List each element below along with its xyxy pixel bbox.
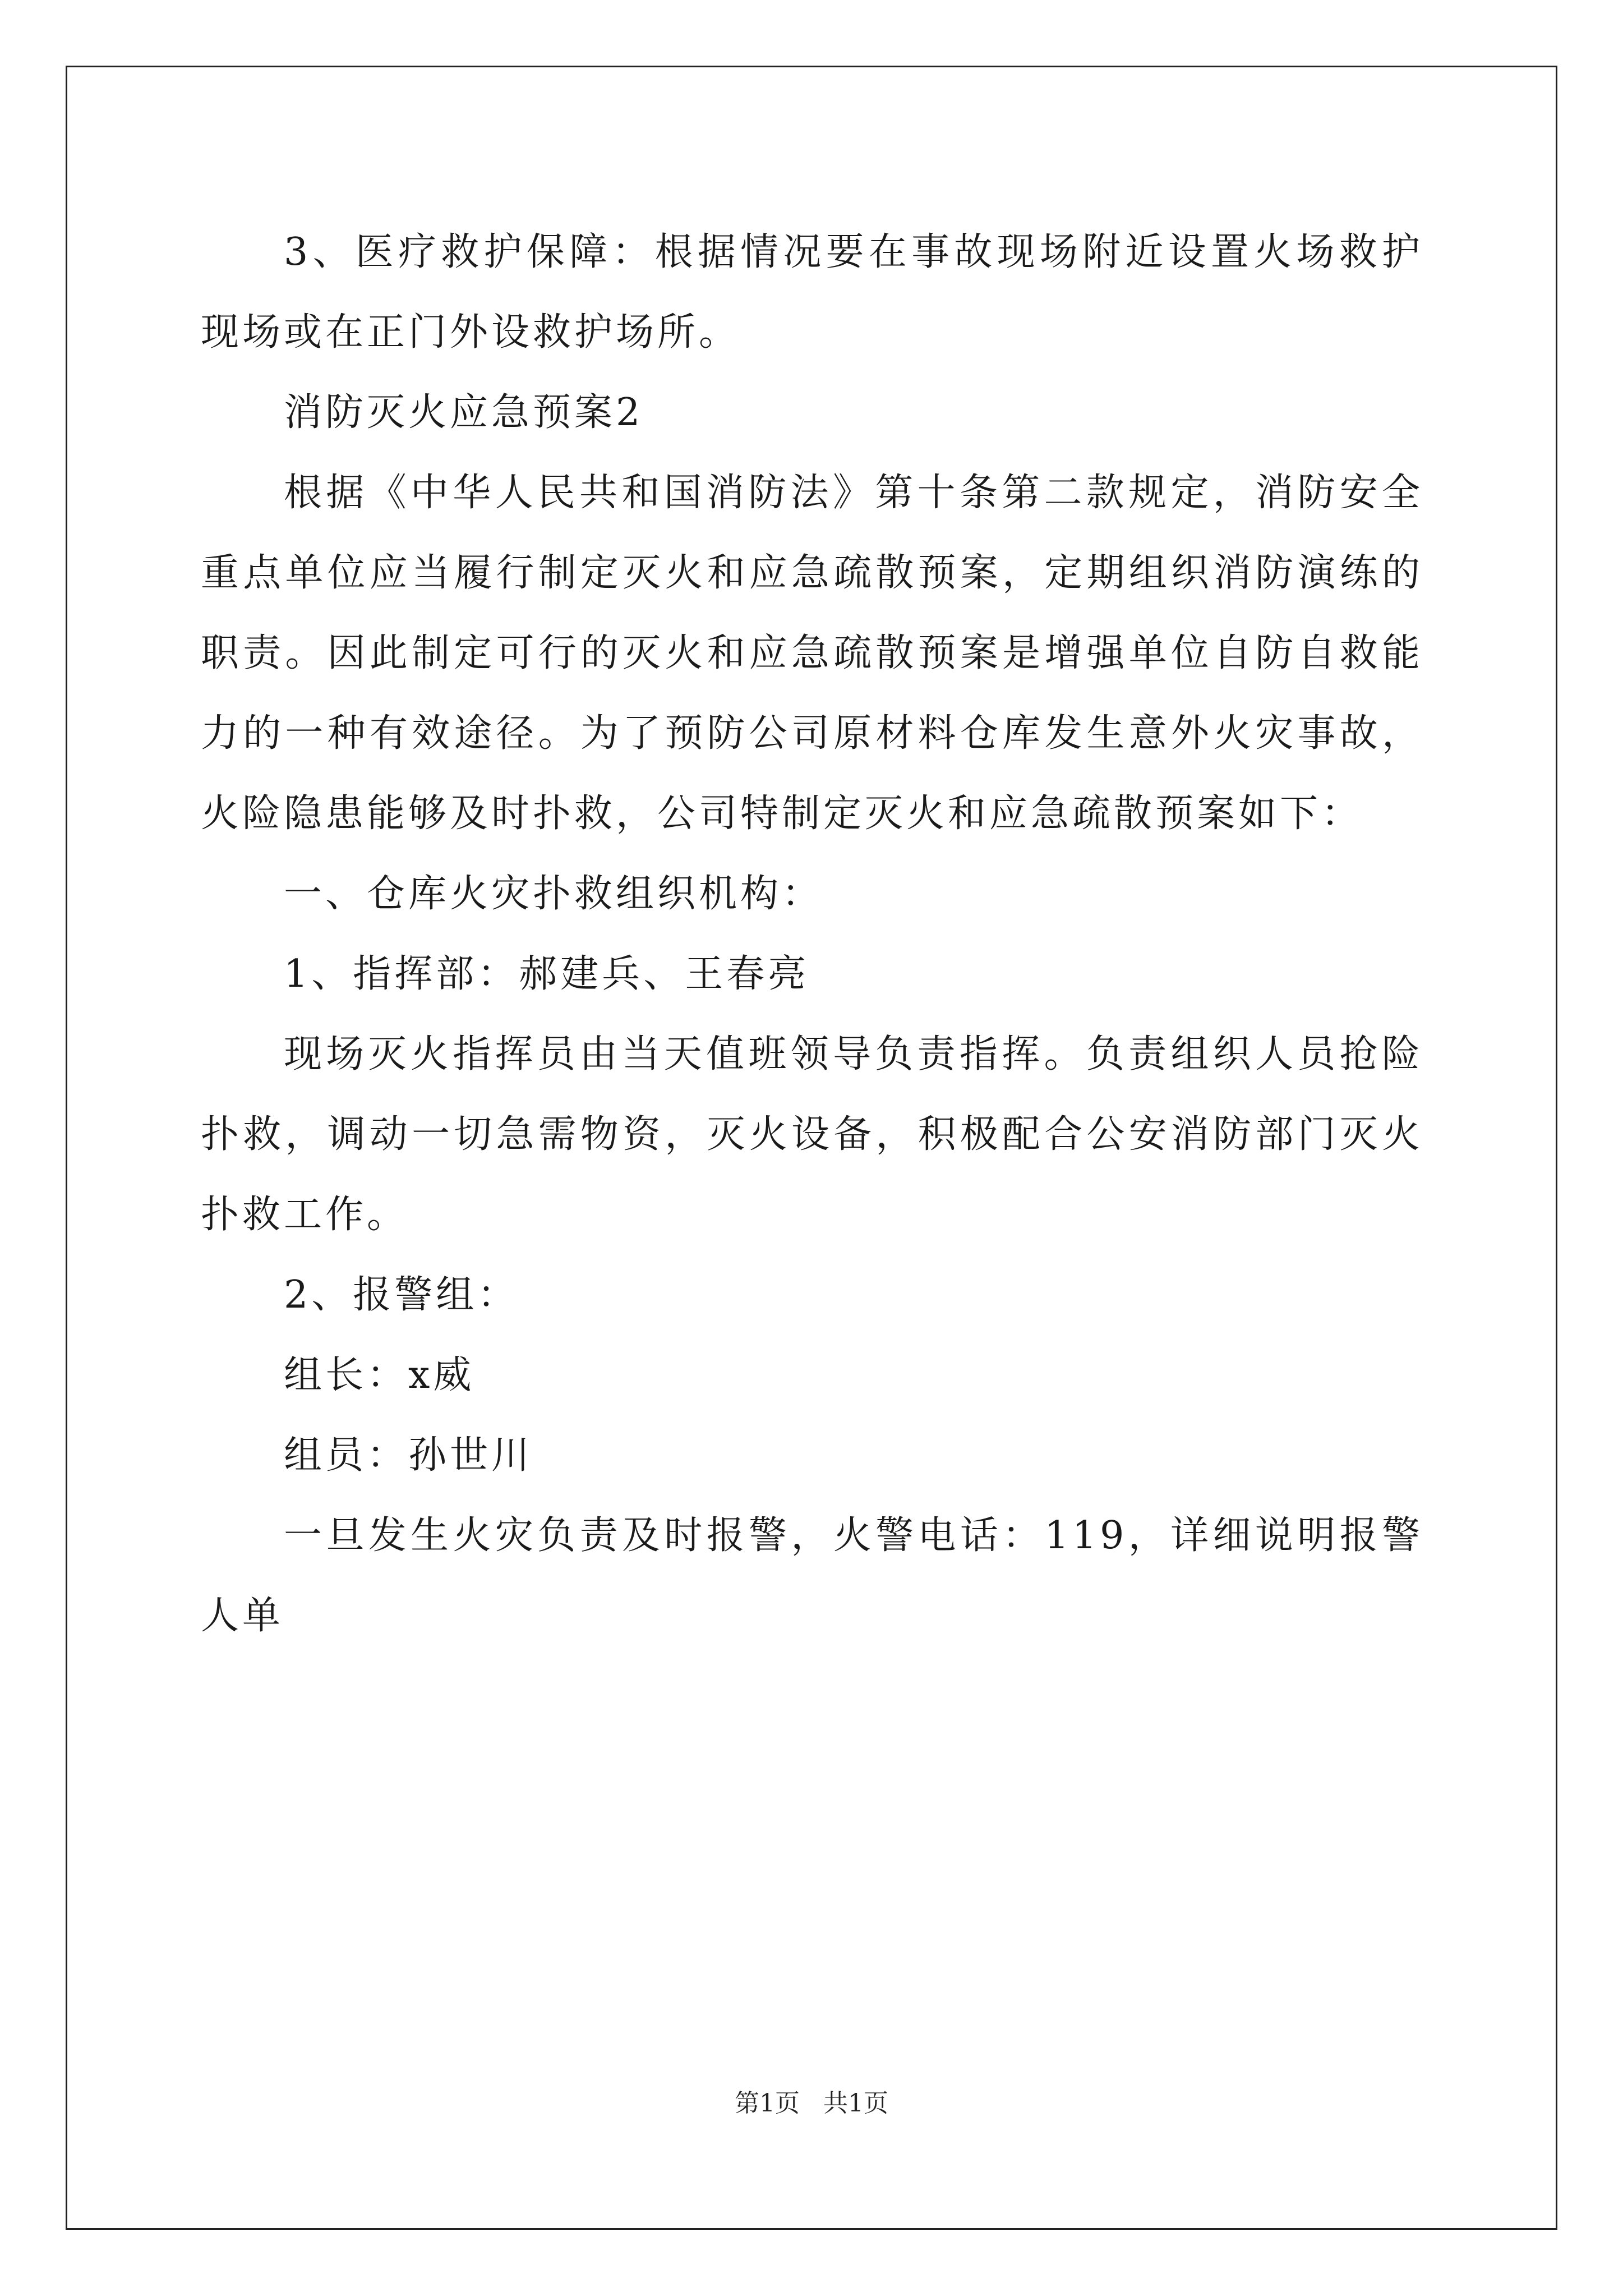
section-title: 消防灭火应急预案2 (284, 390, 644, 435)
page-number-current: 第1页 (735, 2089, 800, 2118)
paragraph-introduction: 根据《中华人民共和国消防法》第十条第二款规定，消防安全重点单位应当履行制定灭火和应急疏散预案，定期组织消防演练的职责。因此制定可行的灭火和应急疏散预案是增强单位自防自救能力的一种有效途径。为了预防公司原材料仓库发生意外火灾事故，火险隐患能够及时扑救，公司特制定灭火和应急疏散预案如下： (201, 471, 1423, 836)
paragraph-command-duty: 现场灭火指挥员由当天值班领导负责指挥。负责组织人员抢险扑救，调动一切急需物资，灭火设备，积极配合公安消防部门灭火扑救工作。 (201, 1032, 1423, 1237)
paragraph-alarm-duty: 一旦发生火灾负责及时报警，火警电话：119，详细说明报警人单 (201, 1513, 1423, 1638)
paragraph-command: 1、指挥部：郝建兵、王春亮 (284, 952, 810, 996)
heading-organization: 一、仓库火灾扑救组织机构： (284, 872, 824, 916)
paragraph-medical-support: 3、医疗救护保障：根据情况要在事故现场附近设置火场救护现场或在正门外设救护场所。 (201, 230, 1423, 355)
page-footer (0, 2087, 1623, 2120)
paragraph-group-member: 组员：孙世川 (284, 1433, 533, 1478)
document-body (201, 212, 1423, 1656)
paragraph-group-leader: 组长：x威 (284, 1353, 475, 1397)
page-number-total: 共1页 (823, 2089, 888, 2118)
paragraph-alarm-group: 2、报警组： (284, 1273, 519, 1317)
